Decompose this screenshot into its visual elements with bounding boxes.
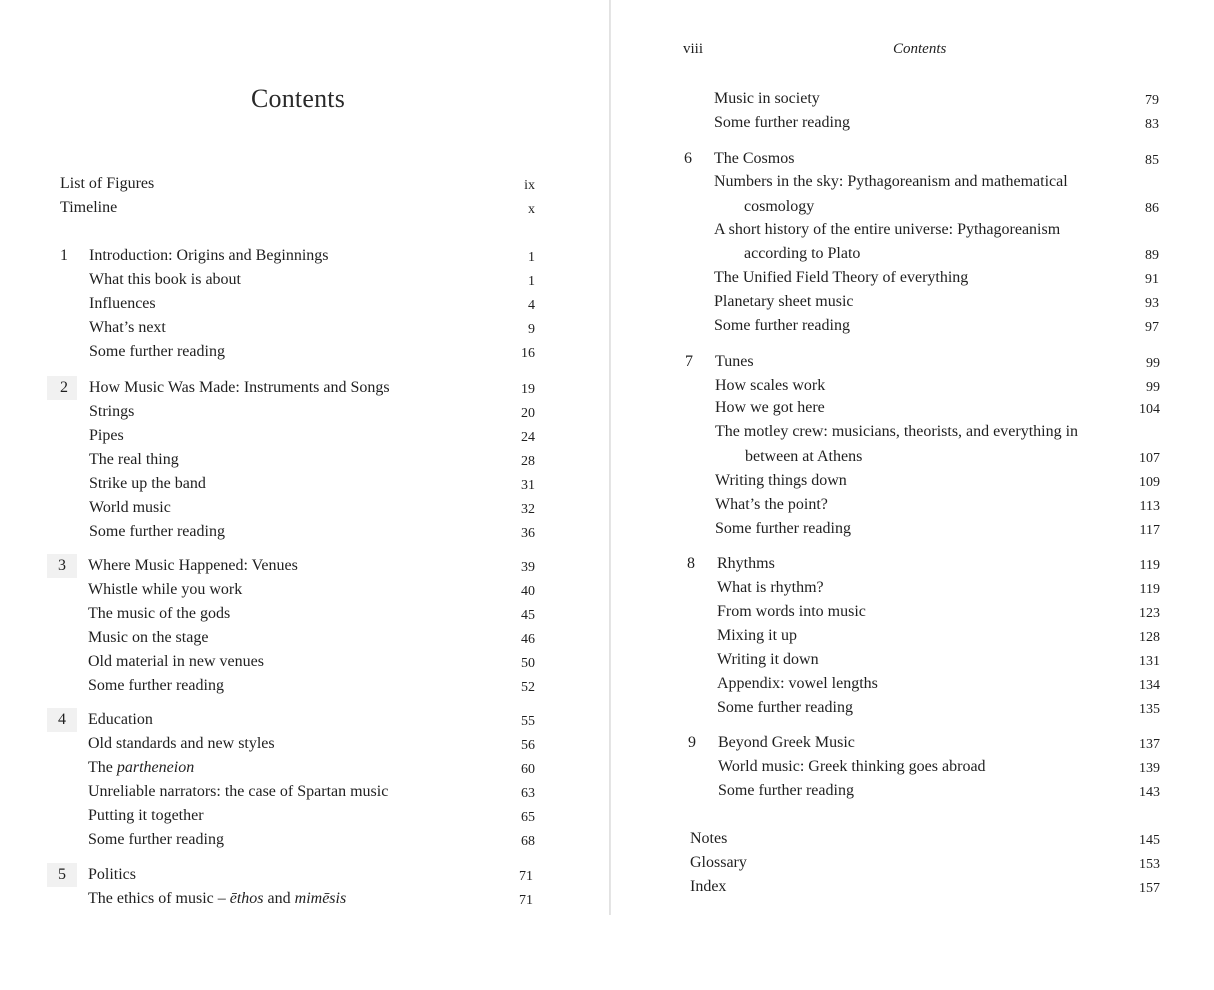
entry-page-number: 68 (521, 834, 535, 849)
chapter-number: 4 (58, 711, 66, 728)
entry-page-number: 46 (521, 632, 535, 647)
chapter-number: 8 (687, 555, 695, 572)
toc-section (58, 674, 540, 698)
entry-page-number: 117 (1139, 523, 1160, 538)
toc-chapter-4 (58, 708, 540, 732)
toc-section (685, 517, 1175, 541)
entry-page-number: 128 (1139, 630, 1160, 645)
section-title: The real thing (89, 451, 179, 468)
section-title (88, 756, 194, 780)
section-title: Old standards and new styles (88, 735, 275, 752)
section-title: Writing it down (717, 651, 819, 668)
section-title: Strings (89, 403, 135, 420)
chapter-title: Rhythms (717, 555, 775, 572)
section-title-text: and (263, 890, 295, 907)
chapter-number: 6 (684, 150, 692, 167)
toc-section-continuation (684, 195, 1174, 219)
toc-section (58, 828, 540, 852)
toc-chapter-3 (58, 554, 540, 578)
chapter-title: Politics (88, 866, 137, 883)
toc-section (60, 316, 540, 340)
section-title: What’s the point? (715, 496, 828, 513)
entry-page-number: 31 (521, 478, 535, 493)
entry-page-number: x (528, 202, 535, 217)
section-title: Planetary sheet music (714, 293, 854, 310)
entry-page-number: 143 (1139, 785, 1160, 800)
toc-section (60, 424, 540, 448)
section-title: A short history of the entire universe: Pythagoreanism (714, 221, 1061, 238)
section-title: What this book is about (89, 271, 241, 288)
chapter-title: Education (88, 711, 153, 728)
section-title: Appendix: vowel lengths (717, 675, 878, 692)
toc-chapter-9 (688, 731, 1178, 755)
entry-page-number: 79 (1145, 93, 1159, 108)
entry-page-number: 86 (1145, 201, 1159, 216)
entry-page-number: 71 (519, 869, 533, 884)
toc-section (687, 648, 1177, 672)
entry-page-number: 52 (521, 680, 535, 695)
entry-label: Notes (690, 830, 728, 847)
entry-page-number: 63 (521, 786, 535, 801)
section-title: Some further reading (714, 317, 850, 334)
toc-chapter-1 (60, 244, 540, 268)
chapter-title: Beyond Greek Music (718, 734, 855, 751)
section-title: Some further reading (88, 831, 224, 848)
entry-page-number: 153 (1139, 857, 1160, 872)
chapter-title: Where Music Happened: Venues (88, 557, 298, 574)
right-page (611, 0, 1214, 990)
section-title-text: The ethics of music – (88, 890, 230, 907)
section-title-italic: mimēsis (294, 890, 347, 907)
section-title: Some further reading (718, 782, 854, 799)
toc-chapter-2 (60, 376, 540, 400)
toc-section (58, 732, 540, 756)
toc-section (685, 469, 1175, 493)
section-title-italic: ēthos (229, 890, 264, 907)
entry-page-number: 55 (521, 714, 535, 729)
section-title: Music on the stage (88, 629, 209, 646)
toc-section (687, 624, 1177, 648)
toc-entry-notes (690, 827, 1180, 851)
entry-label: List of Figures (60, 175, 155, 192)
toc-section (58, 780, 540, 804)
toc-section (684, 170, 1174, 194)
entry-page-number: 157 (1139, 881, 1160, 896)
section-title: Unreliable narrators: the case of Spartan music (88, 783, 389, 800)
toc-section-continuation (685, 445, 1175, 469)
entry-page-number: 36 (521, 526, 535, 541)
section-title: World music (89, 499, 171, 516)
entry-page-number: 107 (1139, 451, 1160, 466)
section-title: World music: Greek thinking goes abroad (718, 758, 986, 775)
entry-page-number: 65 (521, 810, 535, 825)
entry-label: Index (690, 878, 727, 895)
page-folio: viii (683, 41, 704, 57)
toc-section (60, 292, 540, 316)
toc-section (687, 576, 1177, 600)
entry-label: Timeline (60, 199, 118, 216)
toc-section (684, 218, 1174, 242)
entry-page-number: 40 (521, 584, 535, 599)
toc-section (60, 520, 540, 544)
toc-section (60, 472, 540, 496)
entry-page-number: 4 (528, 298, 535, 313)
toc-section (685, 420, 1175, 444)
toc-section (58, 804, 540, 828)
toc-chapter-8 (687, 552, 1177, 576)
toc-section (60, 448, 540, 472)
entry-page-number: 45 (521, 608, 535, 623)
chapter-number: 2 (60, 379, 68, 396)
toc-chapter-6 (684, 147, 1174, 171)
section-title: How scales work (715, 377, 826, 394)
section-title: Mixing it up (717, 627, 798, 644)
section-title: Strike up the band (89, 475, 206, 492)
page-title: Contents (250, 84, 346, 113)
entry-page-number: 60 (521, 762, 535, 777)
toc-section (685, 493, 1175, 517)
chapter-title: How Music Was Made: Instruments and Songs (89, 379, 390, 396)
entry-page-number: 131 (1139, 654, 1160, 669)
section-title (88, 887, 346, 911)
entry-page-number: 119 (1139, 558, 1160, 573)
toc-section (684, 111, 1174, 135)
section-title: Old material in new venues (88, 653, 264, 670)
entry-page-number: 109 (1139, 475, 1160, 490)
entry-label: Glossary (690, 854, 747, 871)
toc-section (60, 496, 540, 520)
toc-section (684, 314, 1174, 338)
entry-page-number: 16 (521, 346, 535, 361)
chapter-number: 3 (58, 557, 66, 574)
entry-page-number: 135 (1139, 702, 1160, 717)
section-title: Pipes (89, 427, 124, 444)
toc-entry-list-of-figures (60, 172, 540, 196)
toc-entry-index (690, 875, 1180, 899)
section-title: Influences (89, 295, 156, 312)
toc-section (60, 400, 540, 424)
toc-section (60, 340, 540, 364)
section-title: Whistle while you work (88, 581, 243, 598)
entry-page-number: 97 (1145, 320, 1159, 335)
entry-page-number: 20 (521, 406, 535, 421)
section-title-continuation: between at Athens (745, 448, 863, 465)
section-title: Some further reading (88, 677, 224, 694)
chapter-number: 1 (60, 247, 68, 264)
entry-page-number: 50 (521, 656, 535, 671)
entry-page-number: 56 (521, 738, 535, 753)
toc-entry-glossary (690, 851, 1180, 875)
section-title: Some further reading (89, 343, 225, 360)
entry-page-number: 123 (1139, 606, 1160, 621)
entry-page-number: 71 (519, 893, 533, 908)
section-title: Music in society (714, 90, 820, 107)
toc-entry-timeline (60, 196, 540, 220)
chapter-number: 7 (685, 353, 693, 370)
entry-page-number: 145 (1139, 833, 1160, 848)
toc-section (685, 374, 1175, 398)
toc-section (58, 578, 540, 602)
entry-page-number: 93 (1145, 296, 1159, 311)
entry-page-number: 99 (1146, 380, 1160, 395)
section-title: Some further reading (89, 523, 225, 540)
entry-page-number: 1 (528, 250, 535, 265)
toc-section (60, 268, 540, 292)
toc-section (684, 290, 1174, 314)
toc-section (687, 600, 1177, 624)
section-title: Writing things down (715, 472, 847, 489)
toc-section (687, 696, 1177, 720)
chapter-title: Tunes (715, 353, 754, 370)
entry-page-number: 104 (1139, 402, 1160, 417)
toc-section-continuation (684, 242, 1174, 266)
section-title: Some further reading (714, 114, 850, 131)
section-title: Some further reading (717, 699, 853, 716)
entry-page-number: 85 (1145, 153, 1159, 168)
running-head: Contents (893, 41, 947, 57)
section-title-continuation: cosmology (744, 198, 815, 215)
section-title-text: The (88, 759, 117, 776)
entry-page-number: 19 (521, 382, 535, 397)
chapter-number: 5 (58, 866, 66, 883)
entry-page-number: 9 (528, 322, 535, 337)
entry-page-number: 39 (521, 560, 535, 575)
section-title: What is rhythm? (717, 579, 824, 596)
chapter-title: The Cosmos (714, 150, 795, 167)
toc-section (58, 650, 540, 674)
section-title-italic: partheneion (116, 759, 195, 776)
toc-chapter-7 (685, 350, 1175, 374)
toc-section (687, 672, 1177, 696)
section-title: What’s next (89, 319, 166, 336)
entry-page-number: ix (524, 178, 535, 193)
entry-page-number: 91 (1145, 272, 1159, 287)
section-title: Some further reading (715, 520, 851, 537)
entry-page-number: 24 (521, 430, 535, 445)
entry-page-number: 119 (1139, 582, 1160, 597)
toc-section (58, 602, 540, 626)
entry-page-number: 28 (521, 454, 535, 469)
toc-section (58, 626, 540, 650)
entry-page-number: 32 (521, 502, 535, 517)
toc-section (688, 755, 1178, 779)
toc-section (58, 756, 540, 780)
chapter-number: 9 (688, 734, 696, 751)
section-title: The Unified Field Theory of everything (714, 269, 969, 286)
entry-page-number: 83 (1145, 117, 1159, 132)
toc-section (684, 87, 1174, 111)
entry-page-number: 113 (1139, 499, 1160, 514)
entry-page-number: 89 (1145, 248, 1159, 263)
entry-page-number: 134 (1139, 678, 1160, 693)
entry-page-number: 99 (1146, 356, 1160, 371)
section-title: Putting it together (88, 807, 204, 824)
toc-section (688, 779, 1178, 803)
section-title: How we got here (715, 399, 825, 416)
entry-page-number: 1 (528, 274, 535, 289)
chapter-title: Introduction: Origins and Beginnings (89, 247, 329, 264)
section-title: The motley crew: musicians, theorists, and everything in (715, 423, 1079, 440)
toc-chapter-5 (58, 863, 540, 887)
section-title: Numbers in the sky: Pythagoreanism and mathematical (714, 173, 1068, 190)
section-title-continuation: according to Plato (744, 245, 861, 262)
entry-page-number: 139 (1139, 761, 1160, 776)
toc-section (58, 887, 540, 911)
section-title: From words into music (717, 603, 866, 620)
section-title: The music of the gods (88, 605, 231, 622)
entry-page-number: 137 (1139, 737, 1160, 752)
toc-section (684, 266, 1174, 290)
toc-section (685, 396, 1175, 420)
